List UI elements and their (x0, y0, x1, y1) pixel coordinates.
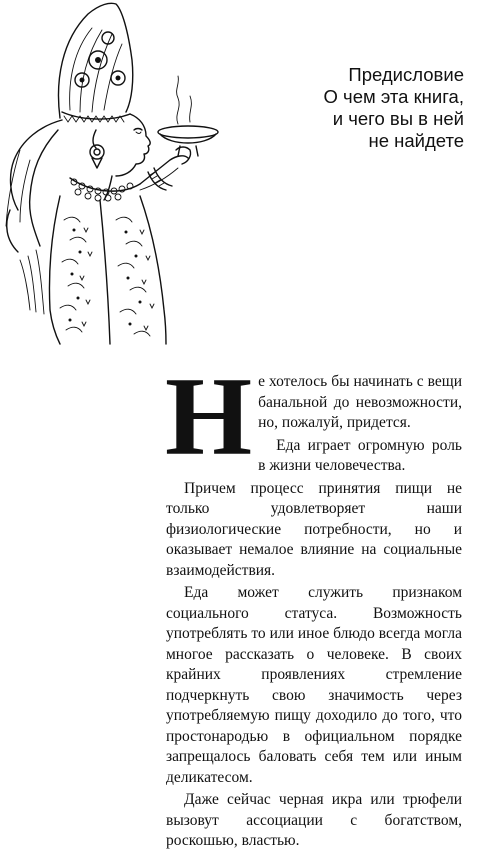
paragraph-3: Причем процесс принятия пищи не только удовлетворяет наши физиологические потребности, но и оказывает немалое влияние на социальные взаимодействия. (166, 479, 462, 579)
chapter-title (254, 64, 464, 152)
chapter-title-line-2: О чем эта книга, (323, 86, 464, 107)
chapter-title-line-3: и чего вы в ней (332, 108, 464, 129)
chapter-title-line-1: Предисловие (348, 64, 464, 85)
paragraph-4: Еда может служить признаком социального статуса. Возможность употреблять то или иное блюдо всегда могла многое рассказать о человеке. В своих крайних проявлениях стремление подчеркнуть свою значимость через употребляемую пищу доходило до того, что простонародью в официальном порядке запрещалось баловать себя тем или иным деликатесом. (166, 584, 462, 786)
woman-in-kokoshnik-illustration (0, 0, 255, 345)
paragraph-5: Даже сейчас черная икра или трюфели вызовут ассоциации с богатством, роскошью, властью. (166, 791, 462, 849)
paragraph-2: Еда играет огромную роль в жизни человечества. (258, 436, 462, 474)
drop-cap: Н (165, 355, 253, 479)
paragraph-1: е хотелось бы начинать с вещи банальной до невозможности, но, пожалуй, придется. (258, 373, 462, 431)
body-text (165, 355, 462, 854)
chapter-title-line-4: не найдете (368, 130, 464, 151)
